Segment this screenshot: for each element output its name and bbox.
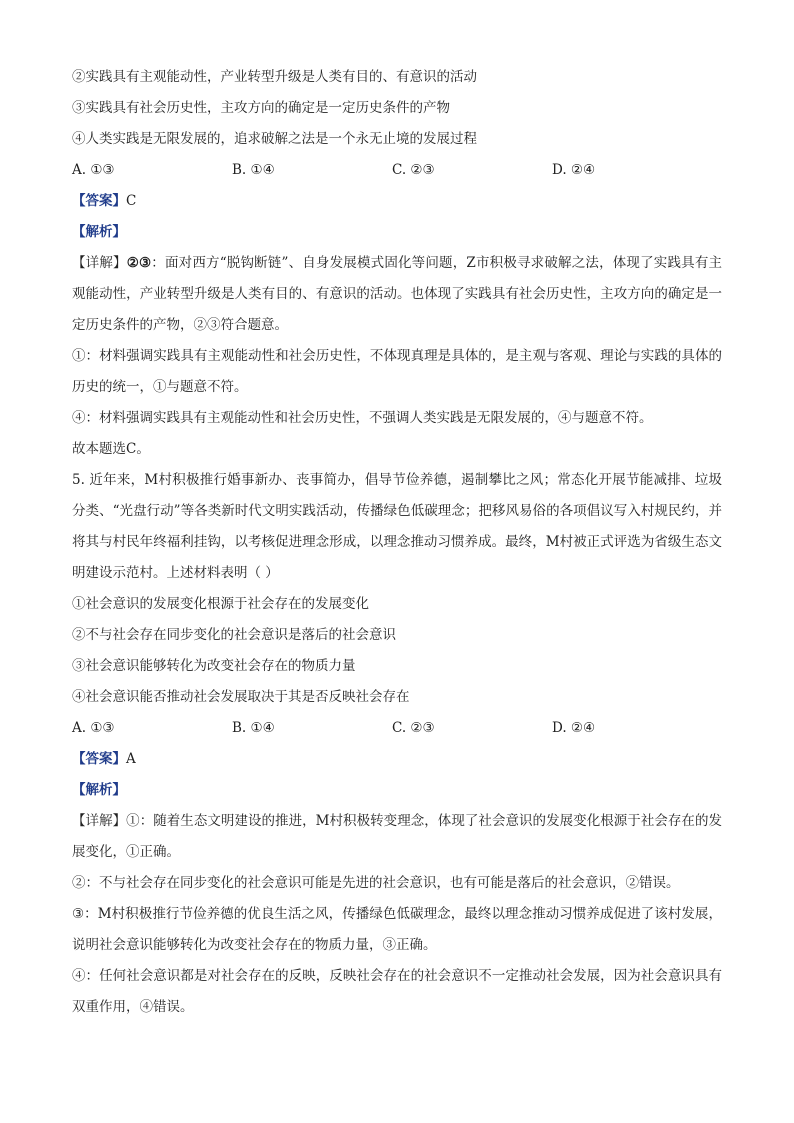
q4-statement-2: ②实践具有主观能动性，产业转型升级是人类有目的、有意识的活动 <box>72 69 477 85</box>
q4-statement-3: ③实践具有社会历史性，主攻方向的确定是一定历史条件的产物 <box>72 100 450 116</box>
q5-option-c: C. ②③ <box>392 720 435 736</box>
q4-analysis <box>72 217 722 248</box>
q4-note-1: ①：材料强调实践具有主观能动性和社会历史性，不体现真理是具体的，是主观与客观、理论与实践的具体的历史的统一，①与题意不符。 <box>72 348 722 395</box>
q5-note-4: ④：任何社会意识都是对社会存在的反映，反映社会存在的社会意识不一定推动社会发展，因为社会意识具有双重作用，④错误。 <box>72 968 722 1015</box>
q4-detail-tag: 【详解】 <box>72 255 127 271</box>
q4-answer <box>72 186 722 217</box>
q5-options <box>72 713 722 744</box>
q4-answer-value: C <box>126 193 137 209</box>
q4-answer-tag: 【答案】 <box>72 193 126 209</box>
q5-analysis-tag: 【解析】 <box>72 782 126 798</box>
q5-stem: 5. 近年来，M村积极推行婚事新办、丧事简办，倡导节俭养德，遏制攀比之风；常态化开展节能减排、垃圾分类、“光盘行动”等各类新时代文明实践活动，传播绿色低碳理念；把移风易俗的各项倡议写入村规民约，并将其与村民年终福利挂钩，以考核促进理念形成，以理念推动习惯养成。最终，M村被正式评选为省级生态文明建设示范村。上述材料表明（ ） <box>72 472 722 581</box>
q4-option-b: B. ①④ <box>232 162 275 178</box>
q4-option-c: C. ②③ <box>392 162 435 178</box>
q4-analysis-tag: 【解析】 <box>72 224 126 240</box>
q4-statement-4: ④人类实践是无限发展的，追求破解之法是一个永无止境的发展过程 <box>72 131 477 147</box>
q5-option-a: A. ①③ <box>72 720 115 736</box>
q4-detail-lead: ②③ <box>126 255 152 271</box>
q5-answer-value: A <box>126 751 136 767</box>
q5-option-d: D. ②④ <box>552 720 596 736</box>
q4-option-a: A. ①③ <box>72 162 115 178</box>
q4-conclusion: 故本题选C。 <box>72 441 150 457</box>
q5-detail-tag: 【详解】 <box>72 813 127 829</box>
q4-note-4: ④：材料强调实践具有主观能动性和社会历史性，不强调人类实践是无限发展的，④与题意不符。 <box>72 410 653 426</box>
q5-note-2: ②：不与社会存在同步变化的社会意识可能是先进的社会意识，也有可能是落后的社会意识，②错误。 <box>72 875 680 891</box>
q4-options <box>72 155 722 186</box>
q5-option-b: B. ①④ <box>232 720 275 736</box>
q5-answer-tag: 【答案】 <box>72 751 126 767</box>
q4-detail-text: ：面对西方“脱钩断链”、自身发展模式固化等问题，Z市积极寻求破解之法，体现了实践具有主观能动性，产业转型升级是人类有目的、有意识的活动。也体现了实践具有社会历史性，主攻方向的确定是一定历史条件的产物，②③符合题意。 <box>72 255 722 333</box>
q4-option-d: D. ②④ <box>552 162 596 178</box>
q4-detail <box>72 248 722 341</box>
q5-statement-2: ②不与社会存在同步变化的社会意识是落后的社会意识 <box>72 627 396 643</box>
q5-note-3: ③：M村积极推行节俭养德的优良生活之风，传播绿色低碳理念，最终以理念推动习惯养成促进了该村发展，说明社会意识能够转化为改变社会存在的物质力量，③正确。 <box>72 906 722 953</box>
q5-statement-1: ①社会意识的发展变化根源于社会存在的发展变化 <box>72 596 369 612</box>
document-page <box>72 62 722 1023</box>
q5-detail-text: ①：随着生态文明建设的推进，M村积极转变理念，体现了社会意识的发展变化根源于社会存在的发展变化，①正确。 <box>72 813 723 860</box>
q5-statement-3: ③社会意识能够转化为改变社会存在的物质力量 <box>72 658 356 674</box>
q5-analysis <box>72 775 722 806</box>
q5-statement-4: ④社会意识能否推动社会发展取决于其是否反映社会存在 <box>72 689 410 705</box>
q5-detail <box>72 806 722 868</box>
q5-answer <box>72 744 722 775</box>
